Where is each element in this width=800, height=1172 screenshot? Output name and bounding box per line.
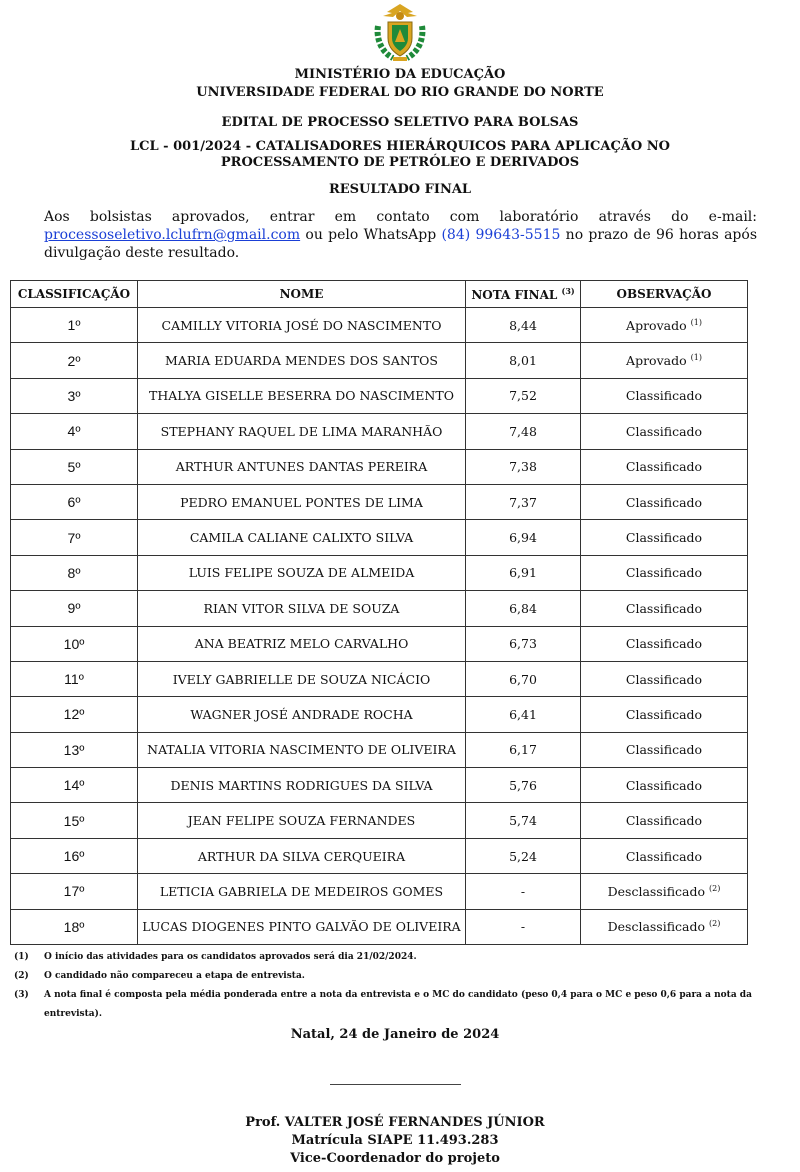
edital-title: EDITAL DE PROCESSO SELETIVO PARA BOLSAS (221, 115, 579, 130)
document-date: Natal, 24 de Janeiro de 2024 (290, 1027, 500, 1042)
result-title: RESULTADO FINAL (328, 182, 472, 197)
obs-footnote-ref: (1) (690, 317, 702, 327)
obs-cell (581, 661, 748, 696)
intro-text-3: no prazo de 96 horas após divulgação deste resultado. (44, 227, 757, 261)
obs-cell (581, 768, 748, 803)
university-title: UNIVERSIDADE FEDERAL DO RIO GRANDE DO NORTE (196, 85, 604, 100)
grade-cell: 7,48 (466, 414, 581, 449)
grade-cell: 6,94 (466, 520, 581, 555)
grade-cell: 6,17 (466, 732, 581, 767)
grade-cell: 7,52 (466, 378, 581, 413)
obs-label: Classificado (625, 459, 703, 475)
obs-label: Classificado (625, 706, 703, 722)
rank-cell: 1º (11, 308, 138, 343)
results-table (10, 280, 748, 945)
table-row (11, 768, 748, 803)
obs-footnote-ref: (2) (709, 919, 721, 929)
name-cell: LETICIA GABRIELA DE MEDEIROS GOMES (138, 874, 466, 909)
grade-cell: 5,76 (466, 768, 581, 803)
footnote-number: (2) (14, 971, 29, 981)
rank-cell: 17º (11, 874, 138, 909)
obs-label: Classificado (625, 494, 703, 510)
signature-line (330, 1084, 461, 1085)
table-row (11, 343, 748, 378)
table-header-row (11, 281, 748, 308)
obs-cell (581, 874, 748, 909)
obs-cell (581, 378, 748, 413)
name-cell: LUIS FELIPE SOUZA DE ALMEIDA (138, 555, 466, 590)
rank-cell: 5º (11, 449, 138, 484)
obs-label: Classificado (625, 848, 703, 864)
header-grade-ref: (3) (561, 286, 575, 296)
footnotes (14, 948, 754, 1024)
obs-cell (581, 591, 748, 626)
obs-cell (581, 909, 748, 944)
table-row (11, 661, 748, 696)
obs-label: Classificado (625, 671, 703, 687)
grade-cell: 6,70 (466, 661, 581, 696)
name-cell: MARIA EDUARDA MENDES DOS SANTOS (138, 343, 466, 378)
grade-cell: 7,38 (466, 449, 581, 484)
table-row (11, 697, 748, 732)
table-row (11, 308, 748, 343)
intro-paragraph (44, 208, 757, 262)
obs-label: Aprovado (626, 353, 687, 369)
obs-cell (581, 414, 748, 449)
footnote-text: O candidado não compareceu a etapa de entrevista. (44, 971, 305, 981)
rank-cell: 14º (11, 768, 138, 803)
header-rank: CLASSIFICAÇÃO (11, 281, 138, 308)
grade-cell: 5,74 (466, 803, 581, 838)
header-name: NOME (138, 281, 466, 308)
obs-label: Classificado (625, 813, 703, 829)
obs-label: Classificado (625, 600, 703, 616)
obs-cell (581, 449, 748, 484)
obs-cell (581, 732, 748, 767)
grade-cell: 6,73 (466, 626, 581, 661)
name-cell: CAMILA CALIANE CALIXTO SILVA (138, 520, 466, 555)
grade-cell: 8,01 (466, 343, 581, 378)
grade-cell: 8,44 (466, 308, 581, 343)
obs-cell (581, 555, 748, 590)
obs-cell (581, 343, 748, 378)
grade-cell: 6,91 (466, 555, 581, 590)
grade-cell: 5,24 (466, 838, 581, 873)
name-cell: LUCAS DIOGENES PINTO GALVÃO DE OLIVEIRA (138, 909, 466, 944)
lcl-title: LCL - 001/2024 - CATALISADORES HIERÁRQUICOS PARA APLICAÇÃO NO PROCESSAMENTO DE PETRÓLEO E DERIVADOS (130, 139, 670, 170)
rank-cell: 16º (11, 838, 138, 873)
obs-label: Classificado (625, 565, 703, 581)
rank-cell: 13º (11, 732, 138, 767)
name-cell: THALYA GISELLE BESERRA DO NASCIMENTO (138, 378, 466, 413)
table-row (11, 803, 748, 838)
rank-cell: 8º (11, 555, 138, 590)
rank-cell: 7º (11, 520, 138, 555)
rank-cell: 3º (11, 378, 138, 413)
grade-cell: - (466, 909, 581, 944)
table-row (11, 732, 748, 767)
name-cell: STEPHANY RAQUEL DE LIMA MARANHÃO (138, 414, 466, 449)
rank-cell: 12º (11, 697, 138, 732)
footnote-2 (14, 967, 754, 986)
table-row (11, 591, 748, 626)
obs-cell (581, 308, 748, 343)
obs-label: Classificado (625, 742, 703, 758)
table-row (11, 838, 748, 873)
table-row (11, 520, 748, 555)
table-row (11, 874, 748, 909)
contact-email-link[interactable]: processoseletivo.lclufrn@gmail.com (44, 227, 301, 243)
name-cell: ARTHUR ANTUNES DANTAS PEREIRA (138, 449, 466, 484)
name-cell: IVELY GABRIELLE DE SOUZA NICÁCIO (138, 661, 466, 696)
whatsapp-phone: (84) 99643-5515 (441, 227, 561, 243)
university-emblem-icon (369, 2, 431, 64)
obs-cell (581, 520, 748, 555)
table-row (11, 555, 748, 590)
signer-role: Vice-Coordenador do projeto (290, 1151, 500, 1166)
name-cell: DENIS MARTINS RODRIGUES DA SILVA (138, 768, 466, 803)
intro-text-2: ou pelo WhatsApp (300, 227, 442, 243)
obs-label: Classificado (625, 530, 703, 546)
obs-cell (581, 697, 748, 732)
obs-label: Classificado (625, 423, 703, 439)
rank-cell: 4º (11, 414, 138, 449)
name-cell: WAGNER JOSÉ ANDRADE ROCHA (138, 697, 466, 732)
grade-cell: 6,41 (466, 697, 581, 732)
table-row (11, 484, 748, 519)
name-cell: CAMILLY VITORIA JOSÉ DO NASCIMENTO (138, 308, 466, 343)
table-row (11, 414, 748, 449)
footnote-text: O início das atividades para os candidatos aprovados será dia 21/02/2024. (44, 952, 417, 962)
name-cell: PEDRO EMANUEL PONTES DE LIMA (138, 484, 466, 519)
rank-cell: 11º (11, 661, 138, 696)
obs-label: Desclassificado (607, 919, 706, 935)
footnote-1 (14, 948, 754, 967)
rank-cell: 15º (11, 803, 138, 838)
grade-cell: 6,84 (466, 591, 581, 626)
obs-cell (581, 803, 748, 838)
footnote-number: (3) (14, 990, 29, 1000)
signer-registration: Matrícula SIAPE 11.493.283 (291, 1133, 499, 1148)
rank-cell: 10º (11, 626, 138, 661)
table-row (11, 449, 748, 484)
obs-label: Desclassificado (607, 884, 706, 900)
obs-footnote-ref: (2) (709, 883, 721, 893)
rank-cell: 2º (11, 343, 138, 378)
obs-label: Classificado (625, 388, 703, 404)
table-row (11, 378, 748, 413)
name-cell: ANA BEATRIZ MELO CARVALHO (138, 626, 466, 661)
header-obs: OBSERVAÇÃO (581, 281, 748, 308)
rank-cell: 9º (11, 591, 138, 626)
rank-cell: 18º (11, 909, 138, 944)
table-row (11, 626, 748, 661)
grade-cell: 7,37 (466, 484, 581, 519)
name-cell: ARTHUR DA SILVA CERQUEIRA (138, 838, 466, 873)
obs-label: Aprovado (626, 317, 687, 333)
name-cell: JEAN FELIPE SOUZA FERNANDES (138, 803, 466, 838)
footnote-number: (1) (14, 952, 29, 962)
obs-cell (581, 838, 748, 873)
table-row (11, 909, 748, 944)
rank-cell: 6º (11, 484, 138, 519)
name-cell: NATALIA VITORIA NASCIMENTO DE OLIVEIRA (138, 732, 466, 767)
name-cell: RIAN VITOR SILVA DE SOUZA (138, 591, 466, 626)
obs-cell (581, 626, 748, 661)
footnote-3 (14, 986, 754, 1024)
obs-cell (581, 484, 748, 519)
footnote-text: A nota final é composta pela média ponderada entre a nota da entrevista e o MC do candidato (peso 0,4 para o MC e peso 0,6 para a nota da entrevista). (44, 990, 752, 1019)
obs-label: Classificado (625, 777, 703, 793)
obs-label: Classificado (625, 636, 703, 652)
intro-text-1: Aos bolsistas aprovados, entrar em contato com laboratório através do e-mail: (44, 209, 757, 225)
grade-cell: - (466, 874, 581, 909)
header-grade-label: NOTA FINAL (471, 288, 558, 302)
ministry-title: MINISTÉRIO DA EDUCAÇÃO (294, 67, 506, 82)
signer-name: Prof. VALTER JOSÉ FERNANDES JÚNIOR (245, 1115, 545, 1130)
header-grade (466, 281, 581, 308)
obs-footnote-ref: (1) (690, 353, 702, 362)
